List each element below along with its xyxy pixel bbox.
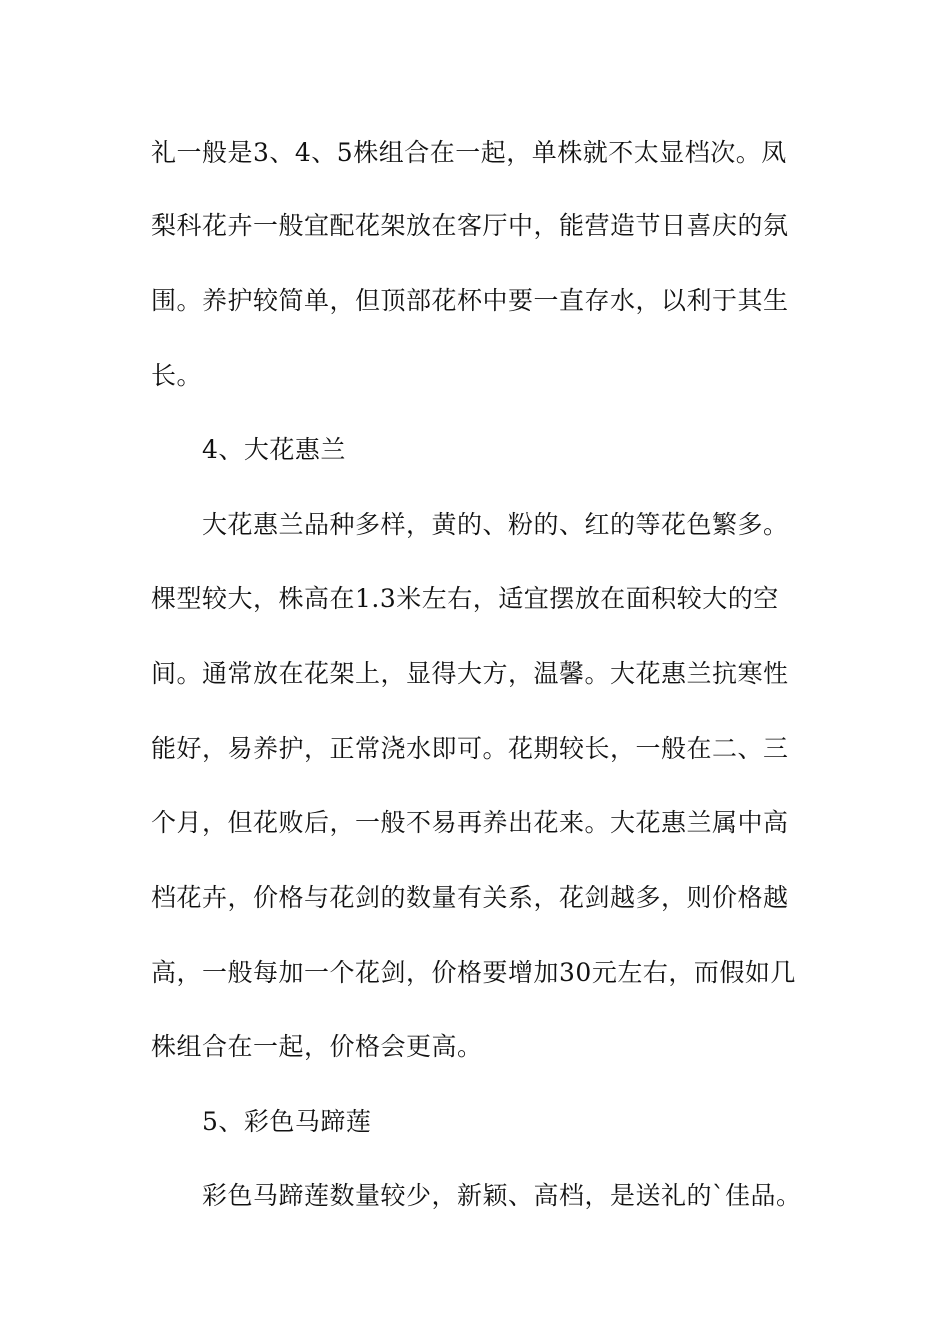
paragraph-line: 梨科花卉一般宜配花架放在客厅中，能营造节日喜庆的氛 (151, 211, 789, 240)
paragraph-line: 长。 (151, 361, 203, 390)
paragraph-line: 围。养护较简单，但顶部花杯中要一直存水，以利于其生 (151, 286, 789, 315)
paragraph-line: 间。通常放在花架上，显得大方，温馨。大花惠兰抗寒性 (151, 659, 789, 688)
section-heading-4: 4、大花惠兰 (202, 435, 346, 464)
paragraph-line: 高，一般每加一个花剑，价格要增加30元左右，而假如几 (151, 958, 796, 987)
paragraph-line: 档花卉，价格与花剑的数量有关系，花剑越多，则价格越 (151, 883, 789, 912)
paragraph-line: 个月，但花败后，一般不易再养出花来。大花惠兰属中高 (151, 808, 789, 837)
section-heading-5: 5、彩色马蹄莲 (202, 1107, 372, 1136)
paragraph-line: 能好，易养护，正常浇水即可。花期较长，一般在二、三 (151, 734, 789, 763)
paragraph-line: 礼一般是3、4、5株组合在一起，单株就不太显档次。凤 (151, 138, 787, 167)
paragraph-line: 大花惠兰品种多样，黄的、粉的、红的等花色繁多。 (202, 510, 789, 539)
paragraph-line: 棵型较大，株高在1.3米左右，适宜摆放在面积较大的空 (151, 584, 779, 613)
paragraph-line: 彩色马蹄莲数量较少，新颖、高档，是送礼的`佳品。 (202, 1181, 802, 1210)
paragraph-line: 株组合在一起，价格会更高。 (151, 1032, 483, 1061)
